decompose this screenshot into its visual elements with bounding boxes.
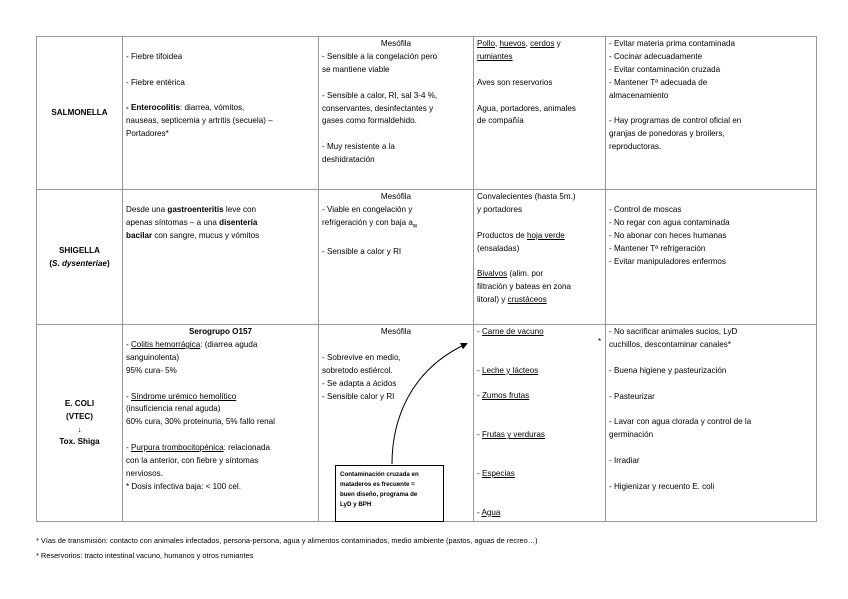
- text-run: ,: [495, 39, 500, 48]
- text-run: - Evitar manipuladores enfermos: [609, 256, 726, 266]
- text-run: ): [106, 258, 110, 268]
- text-run: - No abonar con heces humanas: [609, 230, 727, 240]
- text-run: - Hay programas de control oficial en: [609, 116, 742, 126]
- callout-line: buen diseño, programa de: [340, 491, 418, 498]
- text-run: filtración y bateas en zona: [477, 282, 572, 292]
- underlined-term: Agua: [481, 507, 501, 517]
- text-run: nauseas, septicemia y artritis (secuela) –: [126, 116, 273, 126]
- text-run: -: [126, 443, 131, 453]
- text-run: - Se adapta a ácidos: [322, 378, 397, 388]
- text-run: Mesófila: [380, 39, 412, 48]
- text-run: -: [477, 507, 482, 517]
- text-run: granjas de ponedoras y broilers,: [609, 129, 725, 139]
- pathogen-name-line: ↓: [77, 424, 82, 434]
- text-run: Productos de: [477, 230, 527, 240]
- text-run: deshidratación: [322, 155, 375, 165]
- text-run: almacenamiento: [609, 90, 669, 100]
- text-run: : diarrea, vómitos,: [179, 103, 245, 113]
- text-run: - Mantener Tª adecuada de: [609, 77, 708, 87]
- callout-line: LyD y BPH: [340, 501, 372, 508]
- bold-term: bacilar: [126, 230, 153, 240]
- text-run: (alim. por: [507, 269, 544, 279]
- text-run: -: [477, 327, 482, 336]
- text-run: (ensaladas): [477, 243, 520, 253]
- text-run: Aves son reservorios: [477, 77, 553, 87]
- text-run: con sangre, mucus y vómitos: [152, 230, 260, 240]
- text-run: - Irradiar: [609, 456, 640, 465]
- text-run: se mantiene viable: [322, 64, 390, 74]
- text-run: - Buena higiene y pasteurización: [609, 365, 727, 375]
- text-run: - Viable en congelación y: [322, 204, 413, 214]
- text-run: - Sensible a calor y RI: [322, 247, 402, 257]
- text-run: * Dosis infectiva baja: < 100 cel.: [126, 481, 241, 491]
- pathogen-name: SHIGELLA: [59, 245, 100, 255]
- underlined-term: hoja verde: [526, 230, 565, 240]
- pathogen-name-line: (VTEC): [66, 411, 93, 421]
- text-run: Portadores*: [126, 129, 169, 139]
- text-run: leve con: [223, 204, 257, 214]
- text-run: -: [126, 391, 131, 401]
- text-run: - Lavar con agua clorada y control de la: [609, 417, 752, 427]
- text-run: con la anterior, con fiebre y síntomas: [126, 456, 259, 466]
- text-run: ,: [525, 39, 531, 48]
- text-run: 60% cura, 30% proteinuria, 5% fallo renal: [126, 417, 275, 427]
- underlined-term: huevos: [499, 39, 526, 48]
- text-run: - No sacrificar animales sucios, LyD: [609, 327, 738, 336]
- underlined-term: cerdos: [530, 39, 555, 48]
- text-run: - Sensible calor y RI: [322, 391, 395, 401]
- underlined-term: Bivalvos: [477, 269, 508, 279]
- text-run: - Mantener Tª refrigeración: [609, 243, 706, 253]
- text-run: Desde una: [126, 204, 168, 214]
- text-run: de compañía: [477, 116, 524, 126]
- underlined-term: Pollo: [477, 39, 495, 48]
- footnote-reservoirs: * Reservorios: tracto intestinal vacuno, humanos y otros rumiantes: [36, 551, 254, 560]
- text-run: : relacionada: [223, 443, 270, 453]
- underlined-term: Colitis hemorrágica: [130, 339, 201, 349]
- text-run: -: [126, 339, 131, 349]
- underlined-term: Especias: [481, 468, 515, 478]
- callout-line: Contaminación cruzada en: [340, 471, 419, 478]
- pathogen-name: SALMONELLA: [51, 108, 108, 118]
- text-run: (: [49, 258, 53, 268]
- text-run: Serogrupo O157: [189, 327, 252, 336]
- pathogen-name-line: Tox. Shiga: [59, 437, 100, 447]
- text-run: apenas síntomas – a una: [126, 217, 220, 227]
- text-run: Mesófila: [380, 327, 412, 336]
- text-run: y portadores: [477, 204, 522, 214]
- text-run: - Evitar materia prima contaminada: [609, 39, 735, 48]
- underlined-term: Zumos frutas: [481, 391, 530, 401]
- text-run: gases como formaldehido.: [322, 116, 417, 126]
- bold-term: gastroenteritis: [167, 204, 224, 214]
- pathogen-name-line: E. COLI: [64, 398, 95, 408]
- text-run: - No regar con agua contaminada: [609, 217, 730, 227]
- text-run: sanguinolenta): [126, 352, 180, 362]
- text-run: : (diarrea aguda: [200, 339, 258, 349]
- text-run: -: [477, 468, 482, 478]
- text-run: Agua, portadores, animales: [477, 103, 576, 113]
- footnote-transmission: * Vías de transmisión: contacto con animales infectados, persona-persona, agua y alimentos contaminados, medio ambiente (pastos, aguas de recreo…): [36, 536, 538, 545]
- underlined-term: Leche y lácteos: [481, 365, 539, 375]
- text-run: - Cocinar adecuadamente: [609, 51, 703, 61]
- text-run: sobretodo estiércol.: [322, 365, 393, 375]
- text-run: - Muy resistente a la: [322, 142, 395, 152]
- text-run: conservantes, desinfectantes y: [322, 103, 434, 113]
- text-run: - Fiebre tifoidea: [126, 51, 183, 61]
- text-run: Mesófila: [380, 192, 412, 201]
- underlined-term: Síndrome urémico hemolítico: [130, 391, 237, 401]
- underlined-term: Frutas y verduras: [481, 430, 545, 440]
- text-run: - Higienizar y recuento E. coli: [609, 481, 715, 491]
- text-run: germinación: [609, 430, 654, 440]
- species-name: S. dysenteriae: [52, 258, 107, 268]
- text-run: - Sensible a calor, RI, sal 3-4 %,: [322, 90, 438, 100]
- text-run: reproductoras.: [609, 142, 662, 152]
- text-run: -: [477, 391, 482, 401]
- text-run: - Control de moscas: [609, 204, 682, 214]
- underlined-term: crustáceos: [507, 295, 547, 305]
- text-run: litoral) y: [477, 295, 508, 305]
- underlined-term: Purpura trombocitopénica: [130, 443, 224, 453]
- text-run: - Sobrevive en medio,: [322, 352, 401, 362]
- underlined-term: Carne de vacuno: [481, 327, 544, 336]
- text-run: y: [554, 39, 561, 48]
- text-run: nerviosos.: [126, 468, 163, 478]
- text-run: Convalecientes (hasta 5m.): [477, 192, 576, 201]
- text-run: -: [477, 430, 482, 440]
- text-run: - Pasteurizar: [609, 391, 655, 401]
- text-run: refrigeración y con baja a: [322, 217, 413, 227]
- callout-line: mataderos es frecuente =: [340, 481, 415, 488]
- text-run: cuchillos, descontaminar canales*: [609, 339, 731, 349]
- bold-term: disentería: [219, 217, 258, 227]
- text-run: -: [477, 365, 482, 375]
- text-run: 95% cura- 5%: [126, 365, 177, 375]
- cross-contamination-callout: [335, 465, 444, 522]
- text-run: - Fiebre entérica: [126, 77, 185, 87]
- text-run: (insuficiencia renal aguda): [126, 404, 221, 414]
- text-run: - Evitar contaminación cruzada: [609, 64, 721, 74]
- text-run: - Sensible a la congelación pero: [322, 51, 438, 61]
- subscript: w: [412, 223, 418, 230]
- underlined-term: rumiantes: [477, 51, 513, 61]
- bold-term: - Enterocolitis: [126, 103, 180, 113]
- reservoir-footnote-marker: *: [598, 337, 602, 346]
